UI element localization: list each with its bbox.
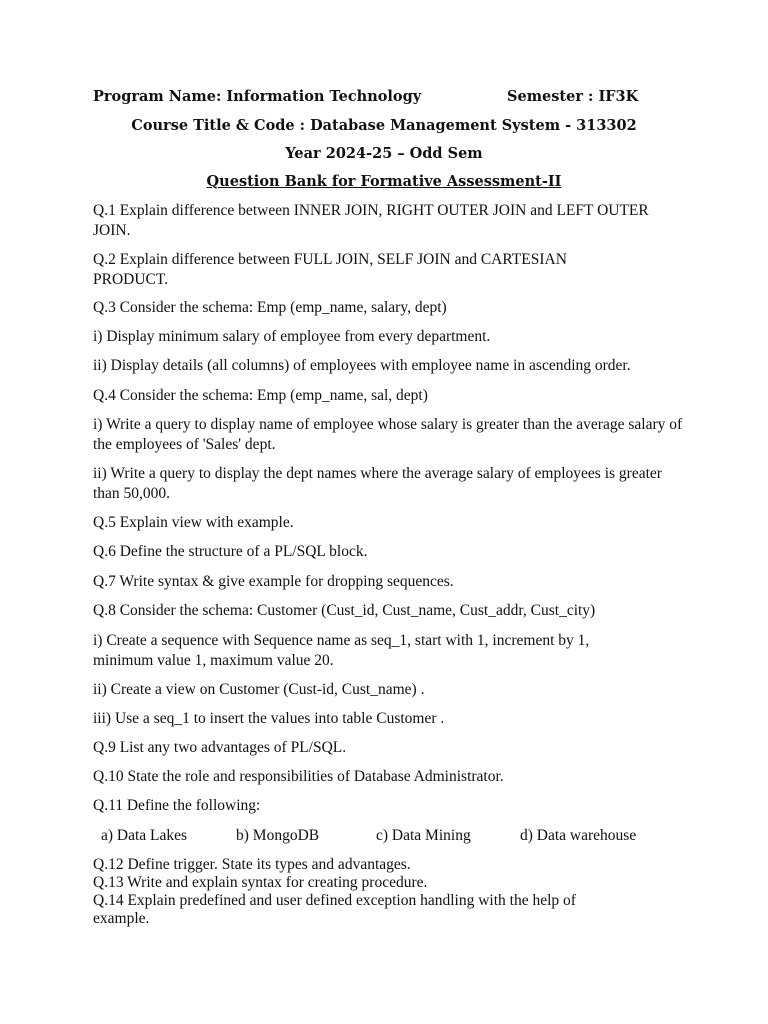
question-3-part-i: i) Display minimum salary of employee from every department. bbox=[93, 328, 491, 345]
question-5: Q.5 Explain view with example. bbox=[93, 514, 294, 531]
question-3-part-ii: ii) Display details (all columns) of employees with employee name in ascending order. bbox=[93, 357, 631, 374]
option-b: b) MongoDB bbox=[236, 827, 320, 844]
question-8: Q.8 Consider the schema: Customer (Cust_id, Cust_name, Cust_addr, Cust_city) bbox=[93, 602, 596, 619]
question-11: Q.11 Define the following: bbox=[93, 797, 261, 814]
question-1: Q.1 Explain difference between INNER JOIN, RIGHT OUTER JOIN and LEFT OUTER JOIN. bbox=[93, 202, 649, 239]
question-12: Q.12 Define trigger. State its types and advantages. bbox=[93, 856, 411, 873]
question-2: Q.2 Explain difference between FULL JOIN, SELF JOIN and CARTESIAN PRODUCT. bbox=[93, 251, 567, 288]
page-title-text: Question Bank for Formative Assessment-II bbox=[206, 173, 562, 190]
question-13: Q.13 Write and explain syntax for creating procedure. bbox=[93, 874, 428, 891]
question-11-options bbox=[101, 826, 701, 846]
page-title bbox=[0, 173, 768, 191]
question-9: Q.9 List any two advantages of PL/SQL. bbox=[93, 739, 347, 756]
question-8-part-iii: iii) Use a seq_1 to insert the values into table Customer . bbox=[93, 710, 445, 727]
question-14: Q.14 Explain predefined and user defined exception handling with the help of example. bbox=[93, 892, 576, 927]
question-4-part-i: i) Write a query to display name of employee whose salary is greater than the average salary of the employees of 'Sales' dept. bbox=[93, 416, 683, 453]
question-4-part-ii: ii) Write a query to display the dept names where the average salary of employees is greater than 50,000. bbox=[93, 465, 662, 502]
option-a: a) Data Lakes bbox=[101, 827, 188, 844]
question-3: Q.3 Consider the schema: Emp (emp_name, salary, dept) bbox=[93, 299, 447, 316]
option-c: c) Data Mining bbox=[376, 827, 471, 844]
option-d: d) Data warehouse bbox=[520, 827, 637, 844]
program-name: Program Name: Information Technology bbox=[93, 88, 422, 105]
question-6: Q.6 Define the structure of a PL/SQL block. bbox=[93, 543, 368, 560]
question-10: Q.10 State the role and responsibilities of Database Administrator. bbox=[93, 768, 504, 785]
question-4: Q.4 Consider the schema: Emp (emp_name, sal, dept) bbox=[93, 387, 428, 404]
question-8-part-ii: ii) Create a view on Customer (Cust-id, Cust_name) . bbox=[93, 681, 425, 698]
question-8-part-i: i) Create a sequence with Sequence name as seq_1, start with 1, increment by 1, minimum value 1, maximum value 20. bbox=[93, 632, 590, 669]
course-title: Course Title & Code : Database Management System - 313302 bbox=[131, 117, 637, 134]
semester: Semester : IF3K bbox=[507, 88, 639, 105]
question-7: Q.7 Write syntax & give example for dropping sequences. bbox=[93, 573, 454, 590]
academic-year: Year 2024-25 – Odd Sem bbox=[285, 145, 483, 162]
